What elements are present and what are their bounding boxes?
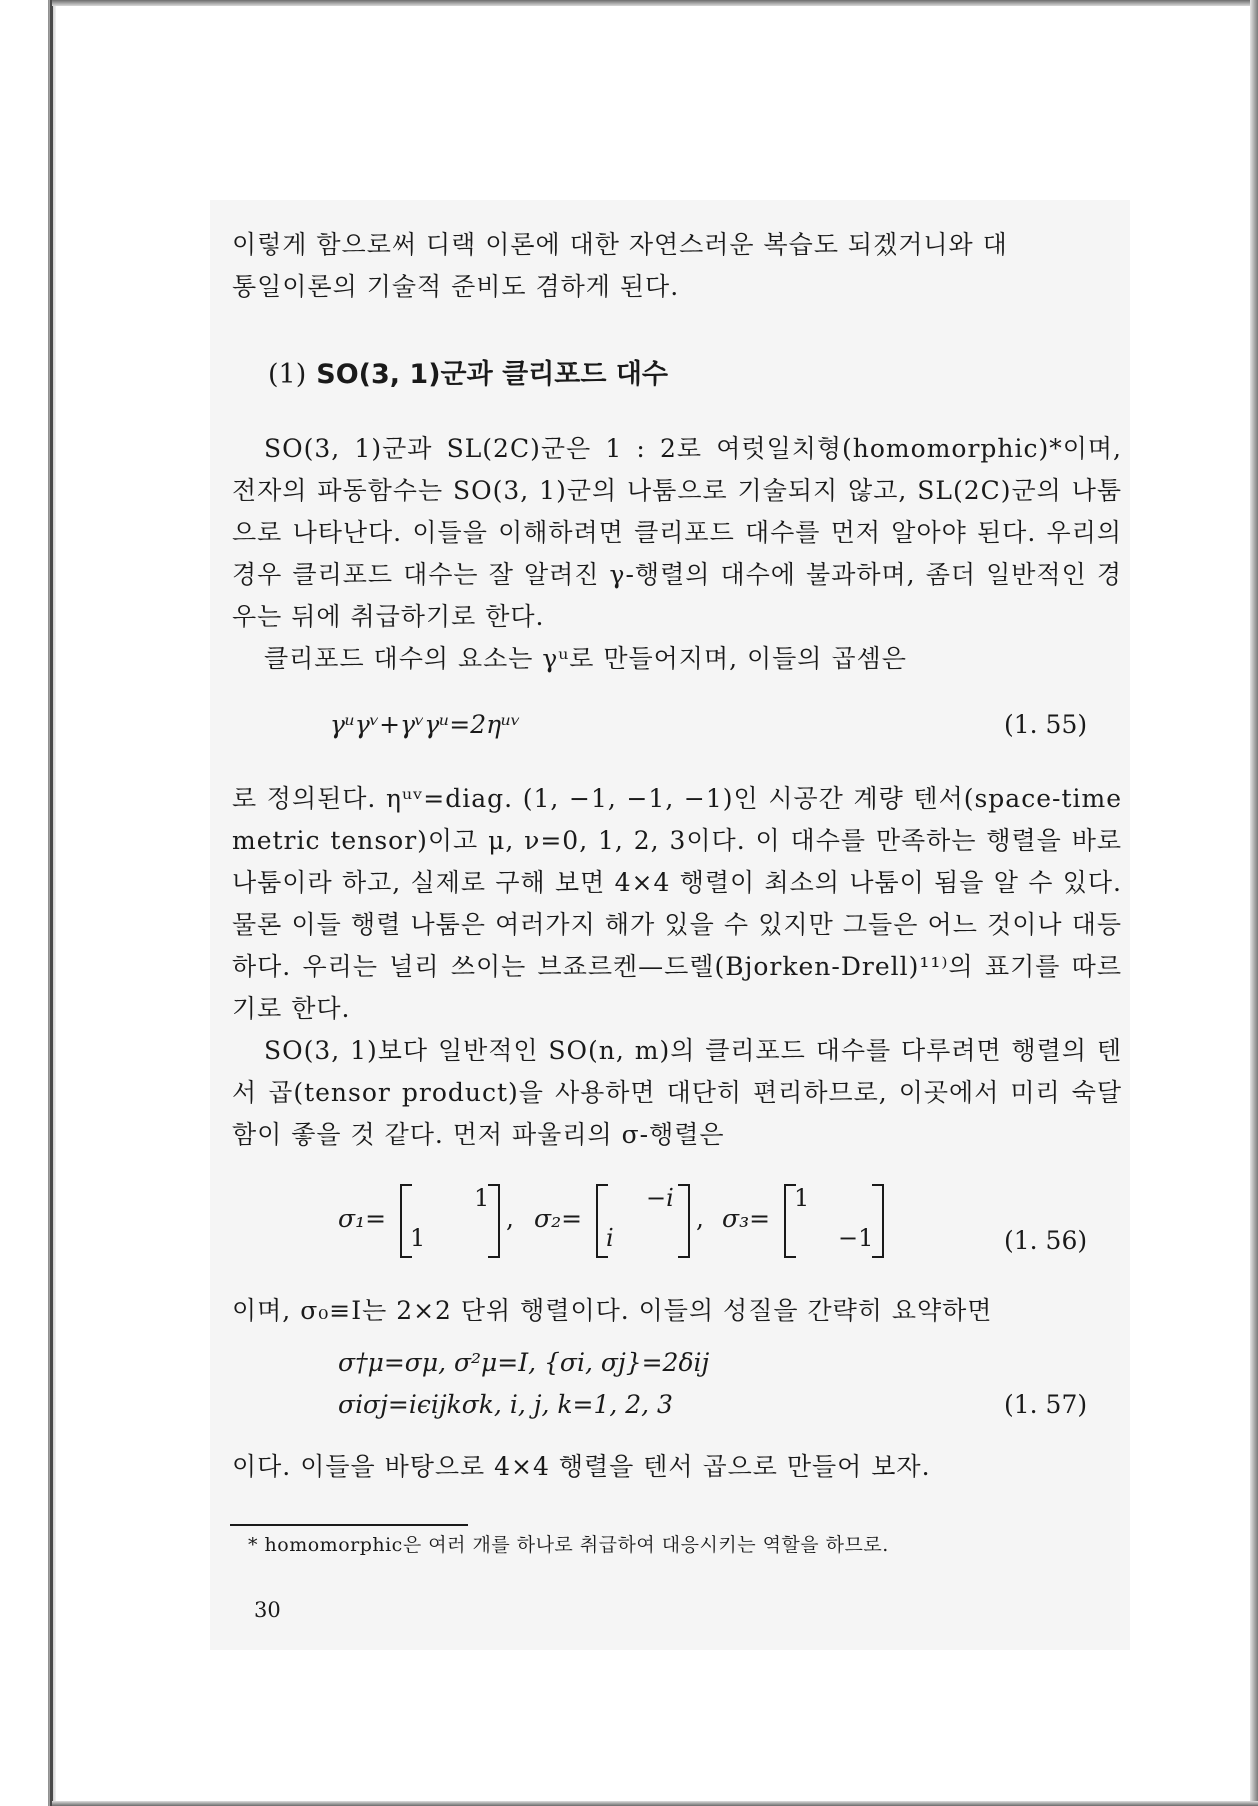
- sigma-1-label: σ₁=: [338, 1204, 387, 1233]
- equation-1-55: γᵘγᵛ+γᵛγᵘ=2ηᵘᵛ: [330, 710, 521, 739]
- paragraph-4-text: SO(3, 1)보다 일반적인 SO(n, m)의 클리포드 대수를 다루려면 행렬의 텐서 곱(tensor product)을 사용하면 대단히 편리하므로, 이곳에서 미리 숙달함이 좋을 것 같다. 먼저 파울리의 σ-행렬은: [232, 1036, 1122, 1149]
- paragraph-1-text: SO(3, 1)군과 SL(2C)군은 1 : 2로 여럿일치형(homomorphic)*이며, 전자의 파동함수는 SO(3, 1)군의 나툼으로 기술되지 않고, SL(2C)군의 나툼으로 나타난다. 이들을 이해하려면 클리포드 대수를 먼저 알아야 된다. 우리의 경우 클리포드 대수는 잘 알려진 γ-행렬의 대수에 불과하며, 좀더 일반적인 경우는 뒤에 취급하기로 한다.: [232, 434, 1122, 631]
- matrix-2-bottom-left: i: [606, 1224, 614, 1252]
- page-right-edge: [1250, 0, 1258, 1806]
- equation-number-1-57: (1. 57): [1004, 1390, 1088, 1419]
- matrix-3-bottom-right: −1: [838, 1224, 874, 1252]
- sigma-3-label: σ₃=: [722, 1204, 771, 1233]
- matrix-2-right-bracket: [678, 1184, 690, 1258]
- paragraph-5: 이며, σ₀≡I는 2×2 단위 행렬이다. 이들의 성질을 간략히 요약하면: [232, 1296, 993, 1325]
- paragraph-3: [232, 778, 1122, 1030]
- footnote-separator: [230, 1524, 468, 1526]
- paragraph-4: [232, 1030, 1122, 1156]
- paragraph-6: 이다. 이들을 바탕으로 4×4 행렬을 텐서 곱으로 만들어 보자.: [232, 1452, 931, 1481]
- page-top-edge: [52, 0, 1258, 6]
- matrix-2-top-right: −i: [646, 1184, 674, 1212]
- intro-line-2: 통일이론의 기술적 준비도 겸하게 된다.: [232, 272, 680, 301]
- section-heading: [268, 352, 668, 391]
- equation-number-1-55: (1. 55): [1004, 710, 1088, 739]
- paragraph-2-text: 클리포드 대수의 요소는 γᵘ로 만들어지며, 이들의 곱셈은: [264, 644, 907, 673]
- section-number: (1): [268, 359, 307, 390]
- intro-line-1: 이렇게 함으로써 디랙 이론에 대한 자연스러운 복습도 되겠거니와 대: [232, 230, 1008, 259]
- book-spine-line: [50, 0, 53, 1806]
- matrix-1-bottom-left: 1: [410, 1224, 426, 1252]
- sigma-2-label: σ₂=: [534, 1204, 583, 1233]
- section-title: SO(3, 1)군과 클리포드 대수: [316, 359, 669, 390]
- page-bottom-edge: [52, 1801, 1258, 1806]
- matrix-3-top-left: 1: [794, 1184, 810, 1212]
- matrix-1-right-bracket: [488, 1184, 500, 1258]
- footnote-text: * homomorphic은 여러 개를 하나로 취급하여 대응시키는 역할을 하므로.: [248, 1534, 889, 1556]
- paragraph-1: [232, 428, 1122, 638]
- paragraph-3-text: 로 정의된다. ηᵘᵛ=diag. (1, −1, −1, −1)인 시공간 계량 텐서(space-time metric tensor)이고 μ, ν=0, 1, 2, 3이다. 이 대수를 만족하는 행렬을 바로 나툼이라 하고, 실제로 구해 보면 4×4 행렬이 최소의 나툼이 됨을 알 수 있다. 물론 이들 행렬 나툼은 여러가지 해가 있을 수 있지만 그들은 어느 것이나 대등하다. 우리는 널리 쓰이는 브죠르켄—드렐(Bjorken-Drell)¹¹⁾의 표기를 따르기로 한다.: [232, 784, 1122, 1023]
- paragraph-2: [232, 638, 1122, 680]
- matrix-1-top-right: 1: [474, 1184, 490, 1212]
- page-number: 30: [254, 1598, 281, 1622]
- intro-paragraph: [232, 224, 1122, 308]
- equation-number-1-56: (1. 56): [1004, 1226, 1088, 1255]
- equation-1-57-line-2: σiσj=iϵijkσk, i, j, k=1, 2, 3: [338, 1390, 673, 1419]
- matrix-3-right-bracket: [872, 1184, 884, 1258]
- equation-1-57-line-1: σ†μ=σμ, σ²μ=I, {σi, σj}=2δij: [338, 1348, 710, 1377]
